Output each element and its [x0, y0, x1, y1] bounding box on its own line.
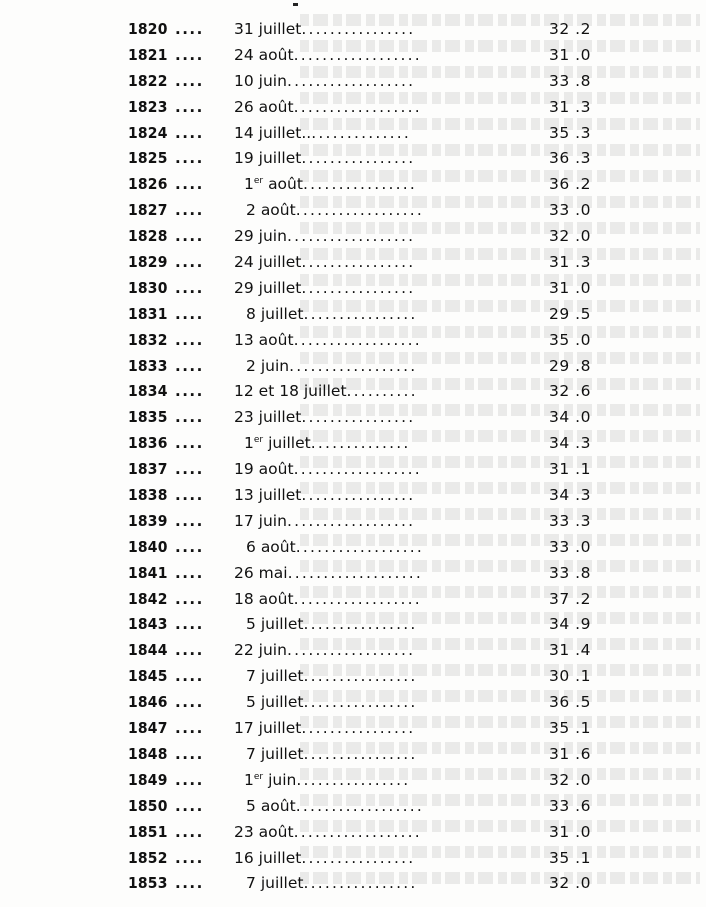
date-dot-leader: ................ [303, 744, 418, 763]
table-row [0, 457, 706, 483]
year-cell: 1832 [128, 330, 168, 349]
temperature-value: 31 .6 [549, 744, 591, 763]
month-text: juillet [258, 486, 302, 505]
date-cell [234, 457, 422, 483]
table-row [0, 587, 706, 613]
table-row [0, 69, 706, 95]
table-row [0, 509, 706, 535]
day-number: 19 [234, 460, 254, 479]
year-cell: 1827 [128, 201, 168, 220]
ordinal-suffix: er [253, 771, 264, 782]
day-number: 29 [234, 227, 254, 246]
date-cell [234, 250, 415, 276]
table-row [0, 820, 706, 846]
year-dot-leader: .... [175, 615, 204, 634]
temperature-value: 31 .1 [549, 460, 591, 479]
date-dot-leader: .................. [286, 511, 416, 530]
month-text: juillet [258, 408, 302, 427]
date-cell [234, 587, 422, 613]
date-cell [234, 509, 415, 535]
temperature-value: 33 .3 [549, 511, 591, 530]
date-cell [234, 405, 415, 431]
table-row [0, 43, 706, 69]
year-dot-leader: .... [175, 848, 204, 867]
year-dot-leader: .... [175, 434, 204, 453]
year-cell: 1825 [128, 149, 168, 168]
month-text: et 18 juillet [258, 382, 347, 401]
table-row [0, 405, 706, 431]
date-dot-leader: ................ [303, 693, 418, 712]
table-row [0, 328, 706, 354]
year-cell: 1828 [128, 227, 168, 246]
date-dot-leader: .................. [293, 97, 422, 116]
day-number: 12 [234, 382, 254, 401]
temperature-value: 33 .6 [549, 796, 591, 815]
year-dot-leader: .... [175, 408, 204, 427]
year-dot-leader: .... [175, 278, 204, 297]
day-number: 1 [244, 770, 254, 789]
month-text: juillet [268, 434, 311, 453]
year-cell: 1822 [128, 71, 168, 90]
table-row [0, 612, 706, 638]
date-cell [234, 69, 415, 95]
date-cell [246, 664, 418, 690]
year-cell: 1831 [128, 304, 168, 323]
table-row [0, 95, 706, 121]
month-text: août [258, 97, 294, 116]
year-cell: 1840 [128, 537, 168, 556]
date-cell [244, 172, 417, 198]
month-text: août [258, 330, 294, 349]
date-dot-leader: .................. [295, 201, 424, 220]
year-cell: 1838 [128, 486, 168, 505]
date-cell [234, 224, 415, 250]
table-row [0, 121, 706, 147]
date-dot-leader: .................. [293, 460, 422, 479]
year-cell: 1848 [128, 744, 168, 763]
year-dot-leader: .... [175, 511, 204, 530]
table-row [0, 17, 706, 43]
month-text: juin [258, 641, 287, 660]
table-row [0, 224, 706, 250]
year-cell: 1824 [128, 123, 168, 142]
date-dot-leader: .................. [289, 356, 418, 375]
date-cell [246, 198, 424, 224]
ordinal-suffix: er [253, 176, 264, 187]
date-cell [234, 483, 415, 509]
year-cell: 1821 [128, 45, 168, 64]
temperature-value: 31 .3 [549, 97, 591, 116]
table-row [0, 276, 706, 302]
year-cell: 1833 [128, 356, 168, 375]
temperature-table [0, 17, 706, 897]
year-dot-leader: .... [175, 97, 204, 116]
month-text: juillet [260, 304, 304, 323]
date-cell [246, 354, 417, 380]
date-dot-leader: ................ [303, 615, 418, 634]
table-row [0, 250, 706, 276]
day-number: 2 [246, 356, 256, 375]
month-text: juillet [260, 615, 304, 634]
ordinal-suffix: er [253, 435, 264, 446]
month-text: août [258, 460, 294, 479]
year-cell: 1834 [128, 382, 168, 401]
table-row [0, 431, 706, 457]
table-row [0, 483, 706, 509]
temperature-value: 31 .0 [549, 822, 591, 841]
date-cell [246, 871, 418, 897]
date-cell [234, 561, 423, 587]
year-dot-leader: .... [175, 304, 204, 323]
temperature-value: 30 .1 [549, 667, 591, 686]
year-cell: 1845 [128, 667, 168, 686]
month-text: août [260, 201, 296, 220]
table-row [0, 535, 706, 561]
year-cell: 1849 [128, 770, 168, 789]
month-text: août [258, 822, 294, 841]
temperature-value: 31 .3 [549, 253, 591, 272]
table-row [0, 638, 706, 664]
table-row [0, 768, 706, 794]
date-cell [234, 716, 415, 742]
year-cell: 1852 [128, 848, 168, 867]
year-dot-leader: .... [175, 641, 204, 660]
year-dot-leader: .... [175, 719, 204, 738]
month-text: juillet [258, 278, 302, 297]
table-row [0, 146, 706, 172]
year-dot-leader: .... [175, 874, 204, 893]
day-number: 5 [246, 796, 256, 815]
month-text: juillet [260, 693, 304, 712]
year-dot-leader: .... [175, 330, 204, 349]
year-cell: 1841 [128, 563, 168, 582]
date-cell [234, 379, 418, 405]
temperature-value: 32 .2 [549, 20, 591, 38]
date-cell [234, 17, 415, 43]
year-dot-leader: .... [175, 175, 204, 194]
temperature-value: 36 .3 [549, 149, 591, 168]
year-dot-leader: .... [175, 667, 204, 686]
date-dot-leader: .............. [310, 434, 411, 453]
day-number: 17 [234, 719, 254, 738]
date-dot-leader: ................ [303, 304, 418, 323]
year-dot-leader: .... [175, 770, 204, 789]
year-cell: 1820 [128, 20, 168, 38]
day-number: 13 [234, 486, 254, 505]
month-text: juillet [258, 20, 302, 38]
year-dot-leader: .... [175, 382, 204, 401]
year-dot-leader: .... [175, 20, 204, 38]
date-dot-leader: .................. [286, 71, 416, 90]
temperature-value: 29 .5 [549, 304, 591, 323]
day-number: 18 [234, 589, 254, 608]
year-dot-leader: .... [175, 822, 204, 841]
date-cell [246, 612, 418, 638]
month-text: août [258, 589, 294, 608]
date-dot-leader: .................. [293, 330, 422, 349]
year-dot-leader: .... [175, 693, 204, 712]
year-dot-leader: .... [175, 123, 204, 142]
month-text: juillet [260, 744, 304, 763]
temperature-value: 31 .0 [549, 278, 591, 297]
day-number: 22 [234, 641, 254, 660]
day-number: 1 [244, 175, 254, 194]
month-text: juin [268, 770, 297, 789]
table-row [0, 198, 706, 224]
month-text: août [260, 537, 296, 556]
date-dot-leader: .................. [293, 822, 422, 841]
day-number: 24 [234, 253, 254, 272]
temperature-value: 32 .0 [549, 874, 591, 893]
day-number: 23 [234, 822, 254, 841]
month-text: juin [258, 511, 287, 530]
day-number: 31 [234, 20, 254, 38]
month-text: juillet [260, 874, 304, 893]
date-dot-leader: ................ [302, 175, 417, 194]
year-cell: 1851 [128, 822, 168, 841]
date-dot-leader: .......... [346, 382, 418, 401]
print-mark [293, 3, 298, 6]
temperature-value: 32 .0 [549, 227, 591, 246]
month-text: mai [258, 563, 288, 582]
date-dot-leader: ................ [301, 408, 416, 427]
date-dot-leader: .................. [295, 537, 424, 556]
date-cell [234, 638, 415, 664]
day-number: 17 [234, 511, 254, 530]
date-cell [244, 431, 411, 457]
year-cell: 1842 [128, 589, 168, 608]
temperature-value: 34 .3 [549, 434, 591, 453]
date-cell [234, 146, 415, 172]
table-row [0, 172, 706, 198]
year-cell: 1839 [128, 511, 168, 530]
day-number: 14 [234, 123, 254, 142]
day-number: 10 [234, 71, 254, 90]
year-cell: 1843 [128, 615, 168, 634]
date-cell [234, 820, 422, 846]
year-dot-leader: .... [175, 460, 204, 479]
year-dot-leader: .... [175, 45, 204, 64]
year-cell: 1830 [128, 278, 168, 297]
temperature-value: 34 .0 [549, 408, 591, 427]
year-dot-leader: .... [175, 589, 204, 608]
date-cell [246, 690, 418, 716]
day-number: 19 [234, 149, 254, 168]
temperature-value: 31 .4 [549, 641, 591, 660]
day-number: 5 [246, 693, 256, 712]
day-number: 7 [246, 667, 256, 686]
year-dot-leader: .... [175, 71, 204, 90]
month-text: juin [260, 356, 290, 375]
date-dot-leader: .................. [286, 227, 416, 246]
year-dot-leader: .... [175, 201, 204, 220]
date-dot-leader: ................ [301, 278, 416, 297]
date-dot-leader: ................... [287, 563, 423, 582]
temperature-value: 33 .8 [549, 563, 591, 582]
year-dot-leader: .... [175, 796, 204, 815]
day-number: 2 [246, 201, 256, 220]
day-number: 13 [234, 330, 254, 349]
table-row [0, 716, 706, 742]
table-row [0, 302, 706, 328]
year-cell: 1853 [128, 874, 168, 893]
year-dot-leader: .... [175, 537, 204, 556]
temperature-value: 31 .0 [549, 45, 591, 64]
month-text: juin [258, 71, 287, 90]
month-text: juin [258, 227, 287, 246]
table-row [0, 379, 706, 405]
date-cell [234, 95, 422, 121]
temperature-value: 35 .0 [549, 330, 591, 349]
temperature-value: 33 .8 [549, 71, 591, 90]
month-text: juillet [258, 149, 302, 168]
temperature-value: 29 .8 [549, 356, 591, 375]
date-cell [234, 43, 422, 69]
month-text: juillet [258, 848, 302, 867]
temperature-value: 34 .3 [549, 486, 591, 505]
year-cell: 1844 [128, 641, 168, 660]
year-cell: 1850 [128, 796, 168, 815]
date-cell [246, 794, 424, 820]
temperature-value: 36 .2 [549, 175, 591, 194]
date-dot-leader: ................ [301, 149, 416, 168]
day-number: 29 [234, 278, 254, 297]
month-text: août [260, 796, 296, 815]
year-cell: 1823 [128, 97, 168, 116]
table-row [0, 846, 706, 872]
date-dot-leader: ................ [303, 667, 418, 686]
temperature-value: 35 .1 [549, 848, 591, 867]
year-cell: 1826 [128, 175, 168, 194]
date-cell [246, 302, 418, 328]
temperature-value: 33 .0 [549, 537, 591, 556]
month-text: juillet [258, 719, 302, 738]
date-dot-leader: .................. [293, 45, 422, 64]
date-dot-leader: ................ [301, 719, 416, 738]
table-row [0, 794, 706, 820]
day-number: 6 [246, 537, 256, 556]
date-dot-leader: .................. [295, 796, 424, 815]
temperature-value: 34 .9 [549, 615, 591, 634]
year-dot-leader: .... [175, 486, 204, 505]
date-dot-leader: .................. [293, 589, 422, 608]
day-number: 23 [234, 408, 254, 427]
date-dot-leader: ................ [301, 20, 416, 38]
date-dot-leader: .................. [286, 641, 416, 660]
date-cell [234, 846, 415, 872]
year-dot-leader: .... [175, 227, 204, 246]
day-number: 7 [246, 744, 256, 763]
date-cell [246, 742, 418, 768]
month-text: août [258, 45, 294, 64]
day-number: 5 [246, 615, 256, 634]
temperature-value: 32 .0 [549, 770, 591, 789]
year-cell: 1847 [128, 719, 168, 738]
year-cell: 1837 [128, 460, 168, 479]
table-row [0, 664, 706, 690]
day-number: 26 [234, 97, 254, 116]
month-text: juillet [260, 667, 304, 686]
date-dot-leader: ................ [301, 848, 416, 867]
day-number: 7 [246, 874, 256, 893]
year-dot-leader: .... [175, 356, 204, 375]
day-number: 1 [244, 434, 254, 453]
date-dot-leader: ................ [301, 253, 416, 272]
table-row [0, 871, 706, 897]
date-dot-leader: .............. [311, 123, 411, 142]
date-cell [246, 535, 424, 561]
month-text: juillet [258, 253, 302, 272]
table-row [0, 742, 706, 768]
temperature-value: 32 .6 [549, 382, 591, 401]
date-cell [234, 328, 422, 354]
temperature-value: 35 .3 [549, 123, 591, 142]
date-dot-leader: ................ [301, 486, 416, 505]
day-number: 16 [234, 848, 254, 867]
year-dot-leader: .... [175, 149, 204, 168]
year-cell: 1829 [128, 253, 168, 272]
year-dot-leader: .... [175, 744, 204, 763]
month-text: juillet.. [258, 123, 312, 142]
table-row [0, 690, 706, 716]
date-dot-leader: ................ [296, 770, 411, 789]
month-text: août [268, 175, 303, 194]
temperature-value: 37 .2 [549, 589, 591, 608]
year-cell: 1846 [128, 693, 168, 712]
year-cell: 1836 [128, 434, 168, 453]
day-number: 26 [234, 563, 254, 582]
temperature-value: 36 .5 [549, 693, 591, 712]
date-dot-leader: ................ [303, 874, 418, 893]
day-number: 24 [234, 45, 254, 64]
table-row [0, 354, 706, 380]
date-cell [234, 121, 411, 147]
table-row [0, 561, 706, 587]
year-dot-leader: .... [175, 253, 204, 272]
date-cell [244, 768, 410, 794]
temperature-value: 35 .1 [549, 719, 591, 738]
temperature-value: 33 .0 [549, 201, 591, 220]
day-number: 8 [246, 304, 256, 323]
year-dot-leader: .... [175, 563, 204, 582]
year-cell: 1835 [128, 408, 168, 427]
date-cell [234, 276, 415, 302]
